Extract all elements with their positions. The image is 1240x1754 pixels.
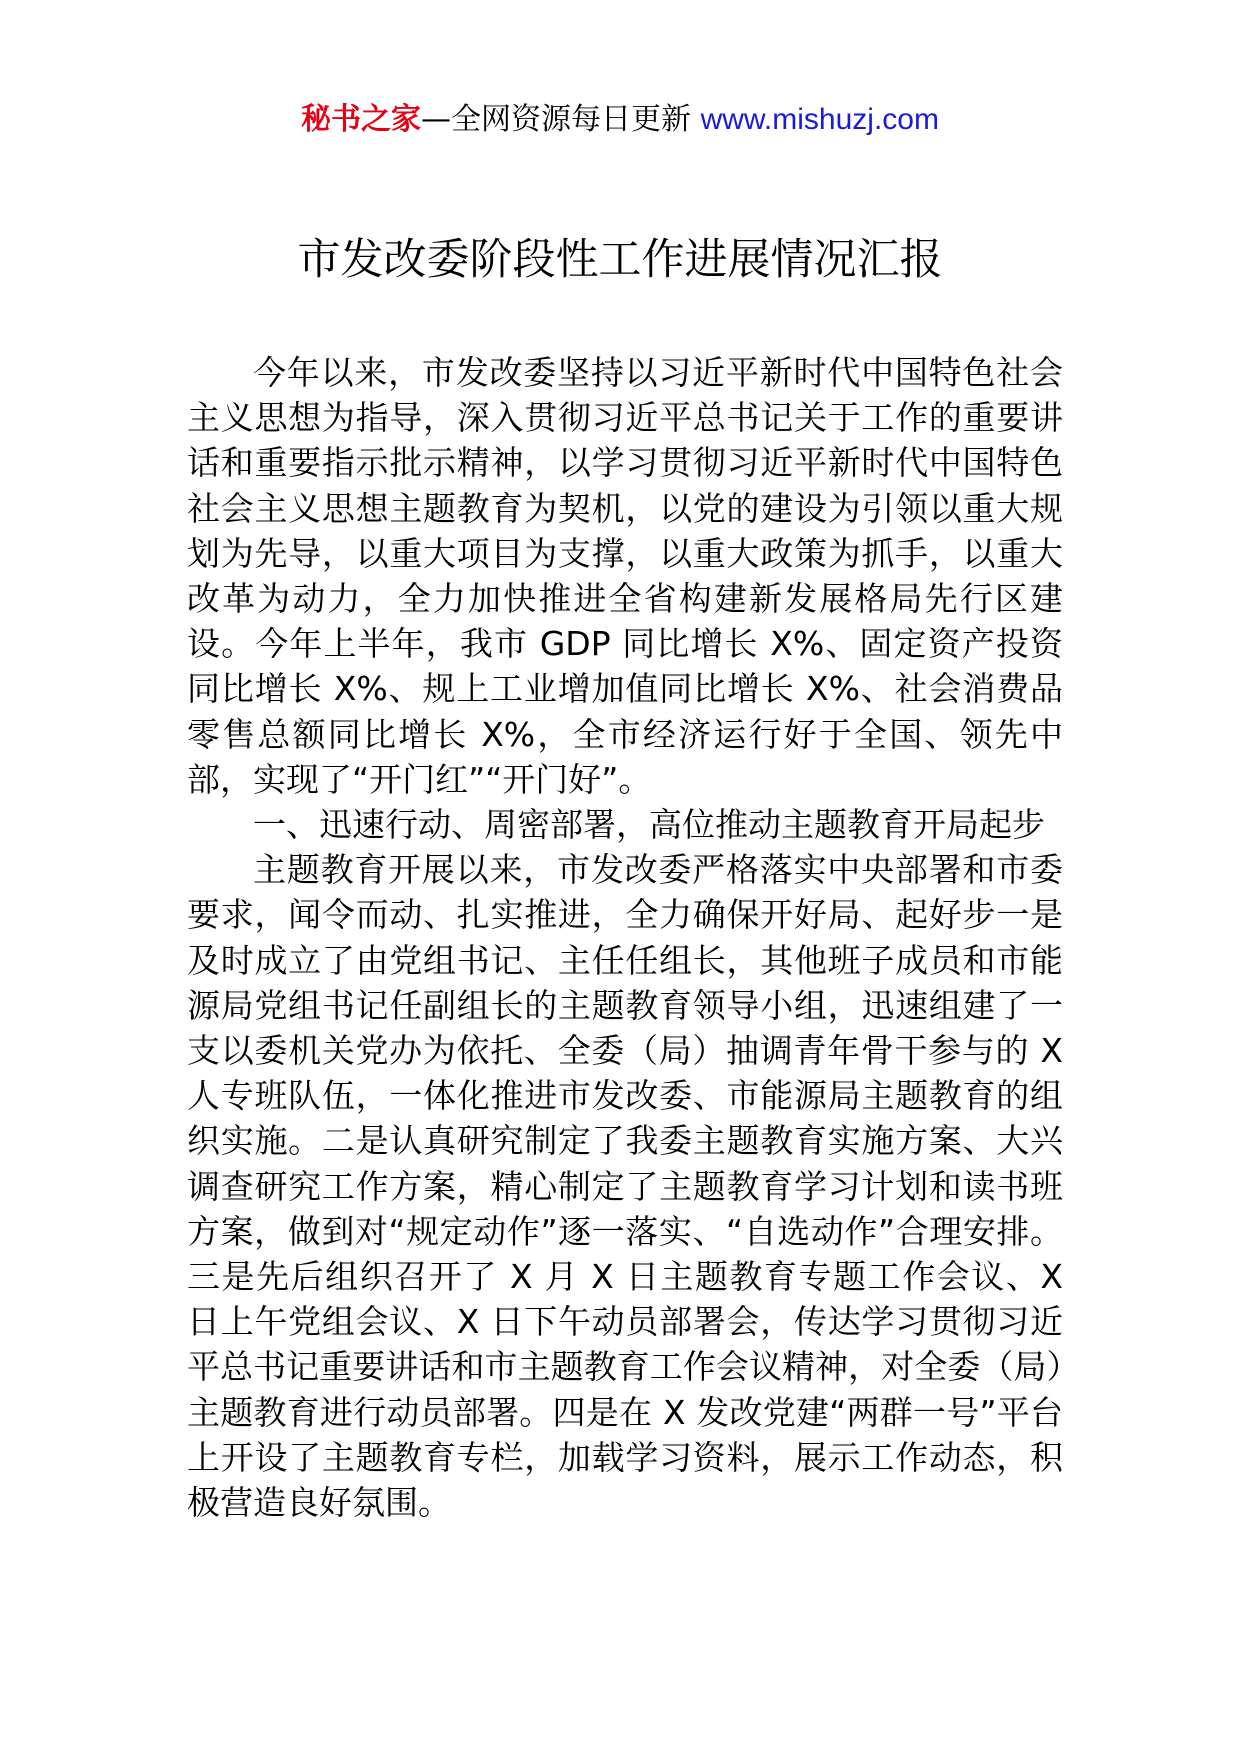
brand-name: 秘书之家: [301, 102, 422, 137]
document-body: [187, 350, 1063, 1525]
section-heading-1: 一、迅速行动、周密部署，高位推动主题教育开局起步: [253, 805, 1045, 845]
header-tagline: —全网资源每日更新: [421, 102, 701, 137]
paragraph-intro: 今年以来，市发改委坚持以习近平新时代中国特色社会主义思想为指导，深入贯彻习近平总书记关于工作的重要讲话和重要指示批示精神，以学习贯彻习近平新时代中国特色社会主义思想主题教育为契机，以党的建设为引领以重大规划为先导，以重大项目为支撑，以重大政策为抓手，以重大改革为动力，全力加快推进全省构建新发展格局先行区建设。今年上半年，我市 GDP 同比增长 X%、固定资产投资同比增长 X%、规上工业增加值同比增长 X%、社会消费品零售总额同比增长 X%，全市经济运行好于全国、领先中部，实现了“开门红”“开门好”。: [187, 353, 1063, 799]
document-title: 市发改委阶段性工作进展情况汇报: [297, 235, 943, 285]
site-url-link[interactable]: www.mishuzj.com: [700, 103, 939, 136]
paragraph-section-1: 主题教育开展以来，市发改委严格落实中央部署和市委要求，闻令而动、扎实推进，全力确保开好局、起好步一是及时成立了由党组书记、主任任组长，其他班子成员和市能源局党组书记任副组长的主题教育领导小组，迅速组建了一支以委机关党办为依托、全委（局）抽调青年骨干参与的 X 人专班队伍，一体化推进市发改委、市能源局主题教育的组织实施。二是认真研究制定了我委主题教育实施方案、大兴调查研究工作方案，精心制定了主题教育学习计划和读书班方案，做到对“规定动作”逐一落实、“自选动作”合理安排。三是先后组织召开了 X 月 X 日主题教育专题工作会议、X 日上午党组会议、X 日下午动员部署会，传达学习贯彻习近平总书记重要讲话和市主题教育工作会议精神，对全委（局）主题教育进行动员部署。四是在 X 发改党建“两群一号”平台上开设了主题教育专栏，加载学习资料，展示工作动态，积极营造良好氛围。: [187, 850, 1063, 1523]
watermark-header: [0, 100, 1240, 140]
